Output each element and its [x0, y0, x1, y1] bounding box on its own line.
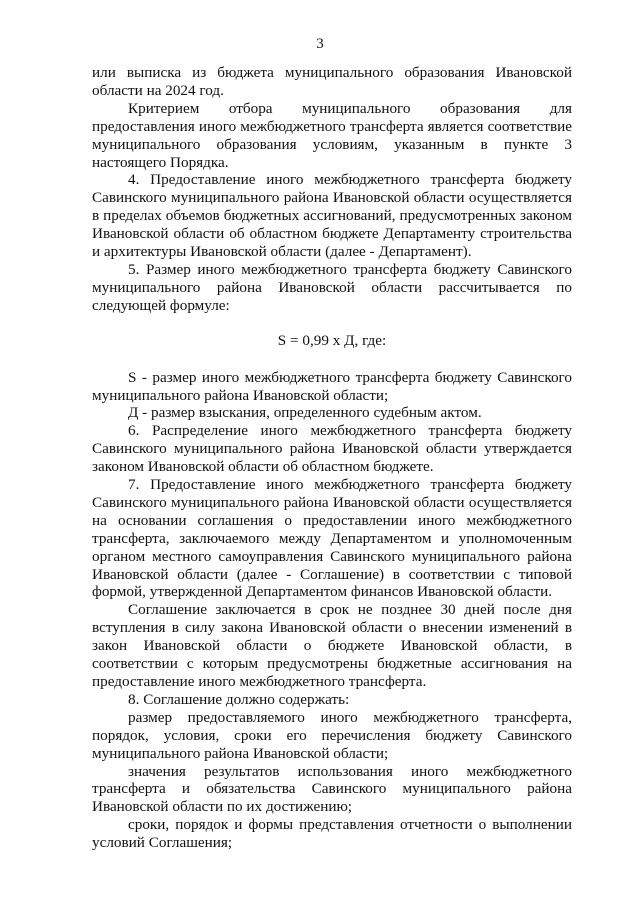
paragraph-selection-criterion: Критерием отбора муниципального образования для предоставления иного межбюджетного трансферта является соответствие муниципального образования условиям, указанным в пункте 3 настоящего Порядка.: [92, 99, 572, 171]
page-number: 3: [316, 36, 324, 52]
paragraph-continuation: или выписка из бюджета муниципального образования Ивановской области на 2024 год.: [92, 64, 572, 99]
document-body: [92, 64, 572, 852]
paragraph-agreement-reporting: сроки, порядок и формы представления отчетности о выполнении условий Соглашения;: [92, 816, 572, 852]
paragraph-agreement-amount: размер предоставляемого иного межбюджетного трансферта, порядок, условия, сроки его перечисления бюджету Савинского муниципального района Ивановской области;: [92, 708, 572, 762]
paragraph-item-5: 5. Размер иного межбюджетного трансферта бюджету Савинского муниципального района Ивановской области рассчитывается по следующей формуле:: [92, 260, 572, 314]
paragraph-agreement-term: Соглашение заключается в срок не позднее 30 дней после дня вступления в силу закона Ивановской области о внесении изменений в закон Ивановской области о бюджете Ивановской области, в соответствии с которым предусмотрены бюджетные ассигнования на предоставление иного межбюджетного трансферта.: [92, 601, 572, 690]
formula: S = 0,99 х Д, где:: [277, 331, 387, 349]
paragraph-item-8: 8. Соглашение должно содержать:: [128, 690, 350, 708]
paragraph-item-6: 6. Распределение иного межбюджетного трансферта бюджету Савинского муниципального района Ивановской области утверждается законом Ивановской области об областном бюджете.: [92, 422, 572, 476]
paragraph-definition-d: Д - размер взыскания, определенного судебным актом.: [128, 404, 482, 422]
paragraph-item-4: 4. Предоставление иного межбюджетного трансферта бюджету Савинского муниципального района Ивановской области осуществляется в пределах объемов бюджетных ассигнований, предусмотренных законом Ивановской области об областном бюджете Департаменту строительства и архитектуры Ивановской области (далее - Департамент).: [92, 171, 572, 261]
paragraph-definition-s: S - размер иного межбюджетного трансферта бюджету Савинского муниципального района Ивановской области;: [92, 368, 572, 404]
paragraph-agreement-results: значения результатов использования иного межбюджетного трансферта и обязательства Савинского муниципального района Ивановской области по их достижению;: [92, 762, 572, 816]
paragraph-item-7: 7. Предоставление иного межбюджетного трансферта бюджету Савинского муниципального района Ивановской области осуществляется на основании соглашения о предоставлении иного межбюджетного трансферта, заключаемого между Департаментом и уполномоченным органом местного самоуправления Савинского муниципального района Ивановской области (далее - Соглашение) в соответствии с типовой формой, утвержденной Департаментом финансов Ивановской области.: [92, 476, 572, 601]
